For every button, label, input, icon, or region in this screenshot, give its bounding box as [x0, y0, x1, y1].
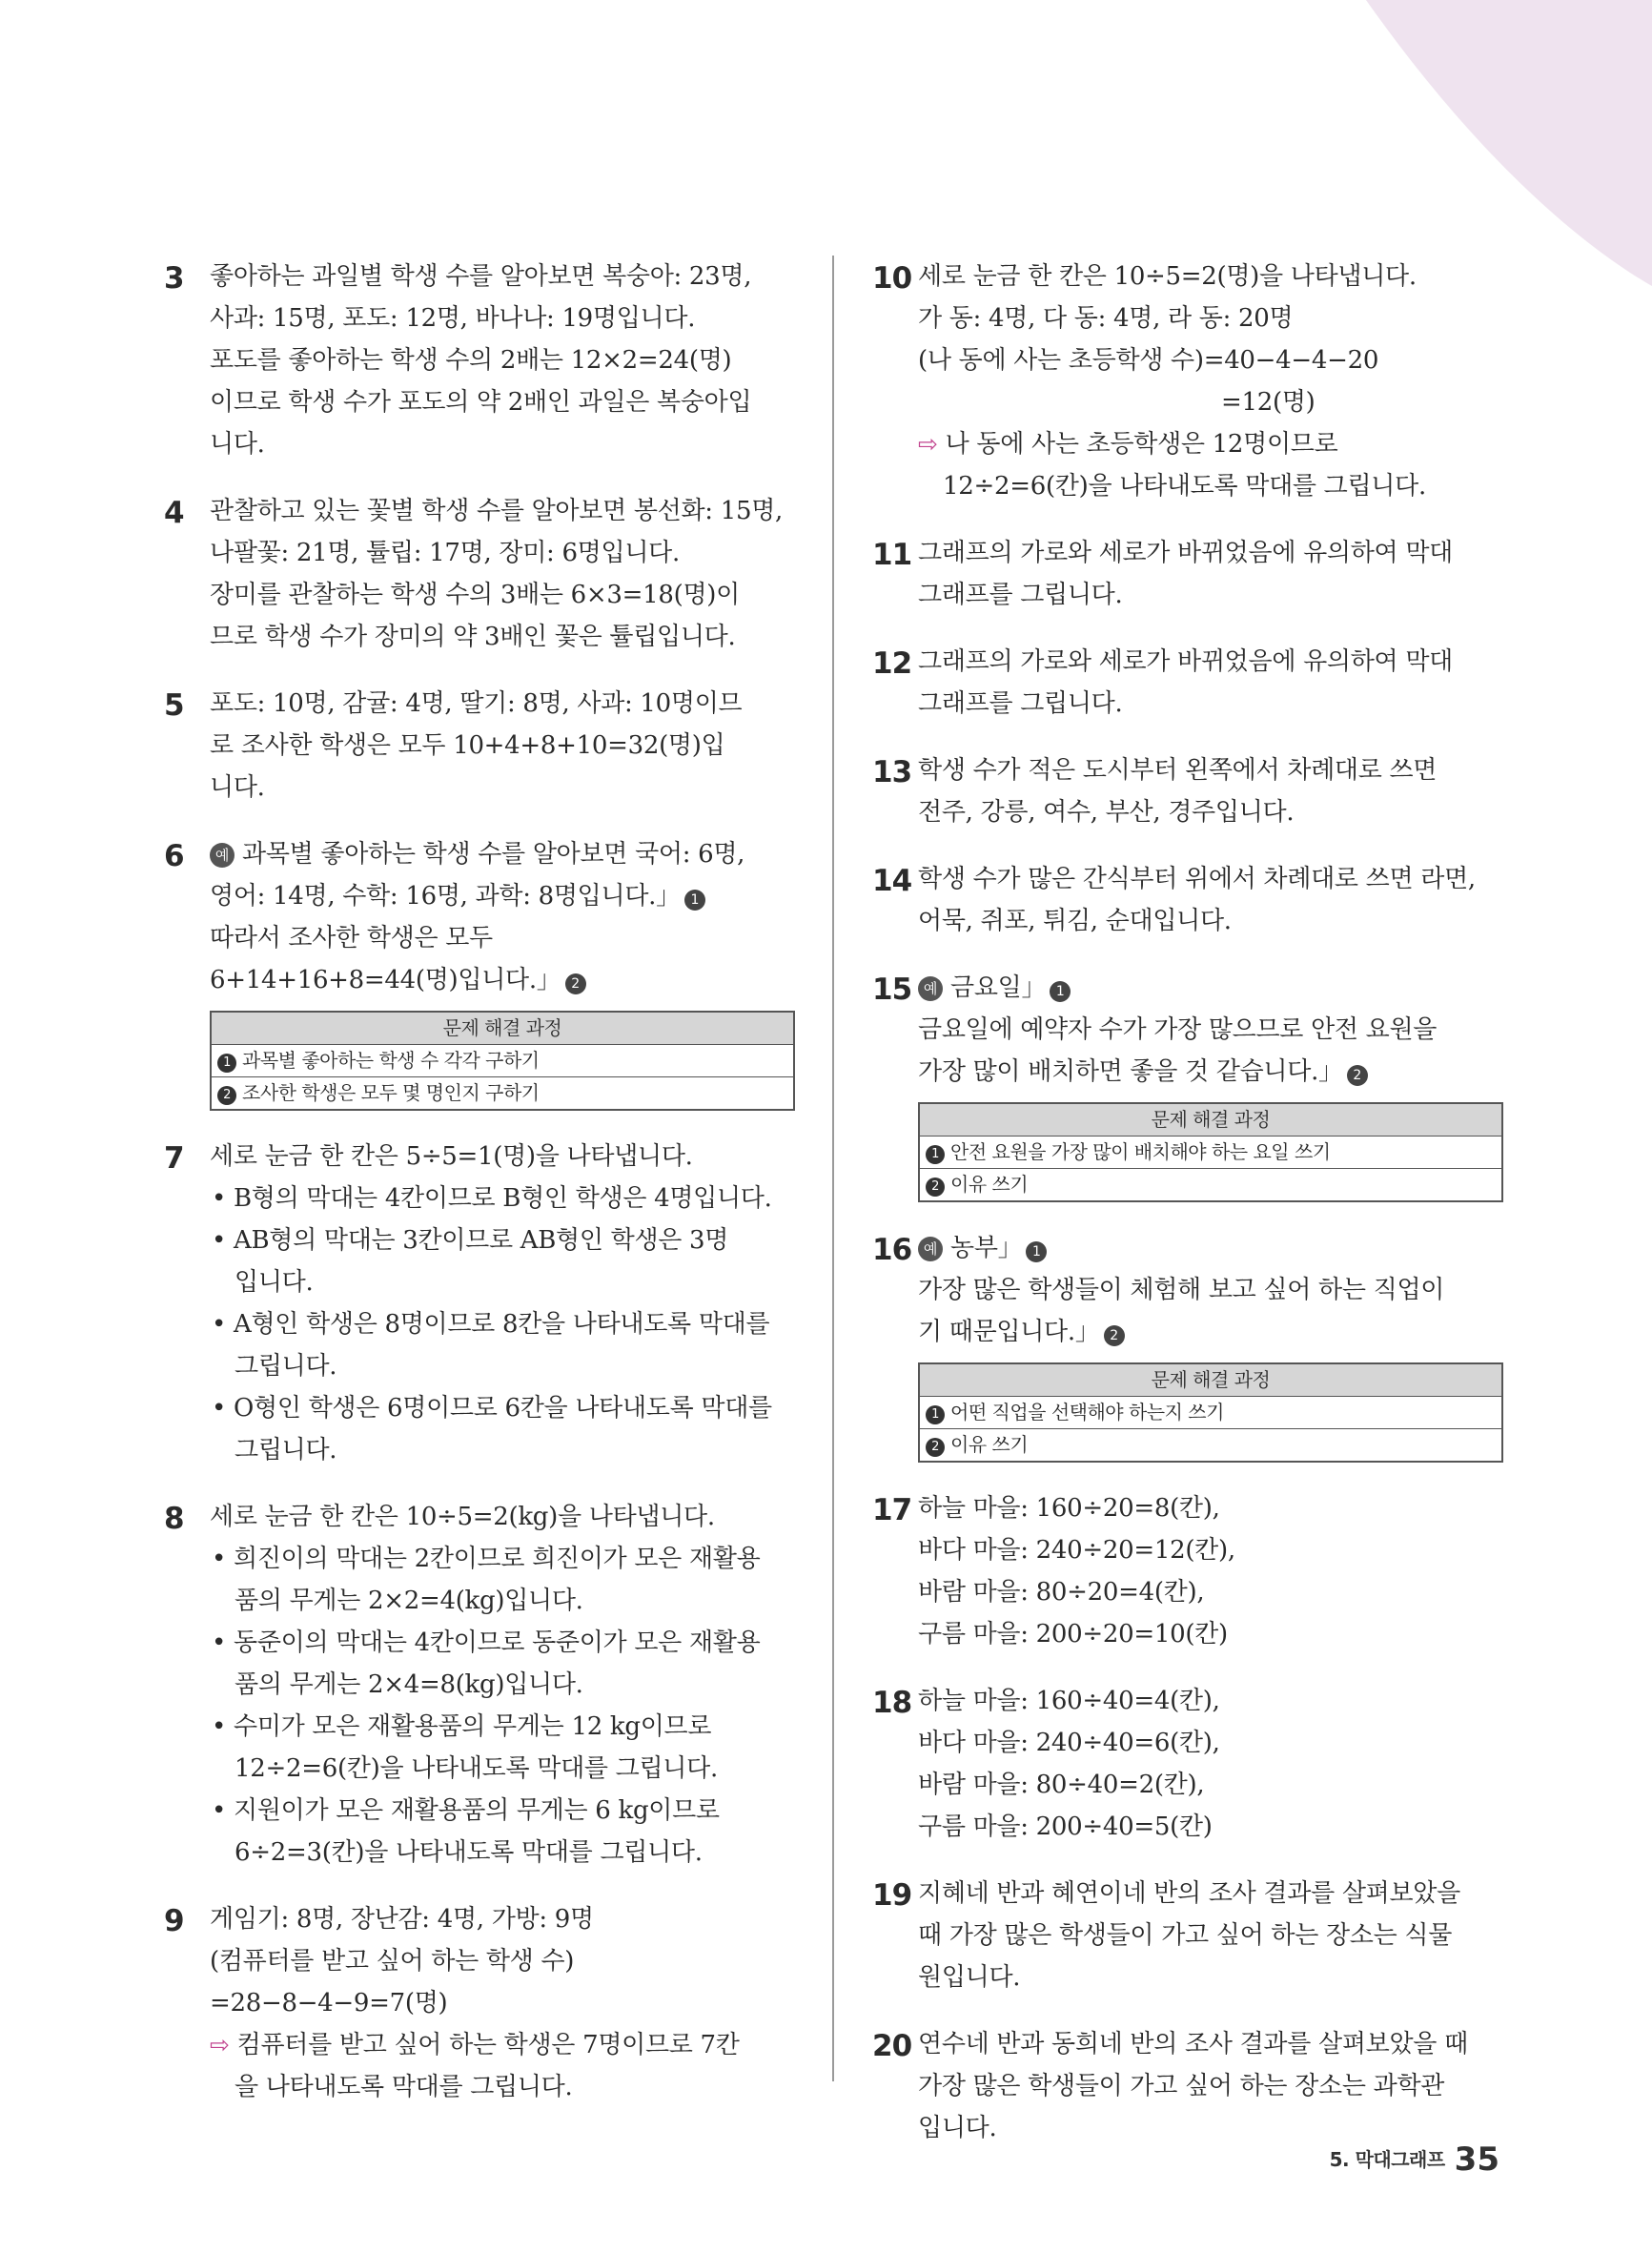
- text-line: 품의 무게는 2×4=8(kg)입니다.: [235, 1670, 583, 1699]
- row-text: 이유 쓰기: [950, 1173, 1029, 1196]
- text-line: 포도를 좋아하는 학생 수의 2배는 12×2=24(명): [210, 346, 732, 375]
- problem-number: 10: [872, 261, 912, 296]
- text-line: 바다 마을: 240÷20=12(칸),: [918, 1536, 1235, 1565]
- problem-number: 18: [872, 1686, 912, 1720]
- problem-number: 12: [872, 646, 912, 681]
- problem-18: [872, 1680, 1503, 1848]
- row-text: 이유 쓰기: [950, 1433, 1029, 1456]
- text-line: 사과: 15명, 포도: 12명, 바나나: 19명입니다.: [210, 304, 696, 333]
- right-column: [872, 256, 1503, 2174]
- problem-number: 19: [872, 1878, 912, 1913]
- text-line: 입니다.: [918, 2114, 997, 2142]
- text-line: =12(명): [1221, 388, 1315, 417]
- arrow-icon: ⇨: [918, 430, 938, 458]
- text-line: 12÷2=6(칸)을 나타내도록 막대를 그립니다.: [235, 1754, 718, 1783]
- bullet-line: • 동준이의 막대는 4칸이므로 동준이가 모은 재활용: [212, 1628, 761, 1657]
- example-badge-icon: 예: [918, 976, 943, 1001]
- text-line: [210, 875, 795, 917]
- text-line: 입니다.: [235, 1268, 314, 1297]
- bullet-line: • AB형의 막대는 3칸이므로 AB형인 학생은 3명: [212, 1226, 729, 1255]
- arrow-icon: ⇨: [210, 2031, 230, 2058]
- text-line: 연수네 반과 동희네 반의 조사 결과를 살펴보았을 때: [918, 2030, 1468, 2058]
- text-span: 6+14+16+8=44(명)입니다.」: [210, 966, 561, 994]
- process-table: [918, 1102, 1503, 1202]
- bullet-line: • A형인 학생은 8명이므로 8칸을 나타내도록 막대를: [212, 1310, 770, 1339]
- problem-7: [164, 1136, 795, 1471]
- text-span: 컴퓨터를 받고 싶어 하는 학생은 7명이므로 7칸: [236, 2031, 740, 2059]
- problem-number: 13: [872, 755, 912, 789]
- text-line: 장미를 관찰하는 학생 수의 3배는 6×3=18(명)이: [210, 581, 740, 609]
- text-line: 학생 수가 많은 간식부터 위에서 차례대로 쓰면 라면,: [918, 865, 1476, 893]
- text-line: 그래프의 가로와 세로가 바뀌었음에 유의하여 막대: [918, 647, 1453, 676]
- text-line: 므로 학생 수가 장미의 약 3배인 꽃은 튤립입니다.: [210, 623, 736, 651]
- problem-number: 15: [872, 973, 912, 1007]
- step-marker-icon: 1: [926, 1405, 945, 1424]
- problem-number: 7: [164, 1141, 184, 1176]
- text-line: 6÷2=3(칸)을 나타내도록 막대를 그립니다.: [235, 1838, 703, 1867]
- text-line: =28−8−4−9=7(명): [210, 1989, 448, 2017]
- problem-11: [872, 532, 1503, 616]
- text-span: 농부」: [950, 1234, 1023, 1262]
- row-text: 안전 요원을 가장 많이 배치해야 하는 요일 쓰기: [950, 1140, 1331, 1163]
- problem-16: [872, 1227, 1503, 1463]
- step-marker-icon: 1: [1050, 981, 1071, 1002]
- text-line: 품의 무게는 2×2=4(kg)입니다.: [235, 1587, 583, 1615]
- text-span: 영어: 14명, 수학: 16명, 과학: 8명입니다.」: [210, 882, 681, 911]
- process-table-header: 문제 해결 과정: [212, 1013, 793, 1045]
- corner-decoration: [1366, 0, 1652, 286]
- example-badge-icon: 예: [210, 843, 235, 868]
- text-line: 로 조사한 학생은 모두 10+4+8+10=32(명)입: [210, 731, 725, 760]
- problem-20: [872, 2023, 1503, 2149]
- text-span: 금요일」: [950, 973, 1047, 1002]
- problem-19: [872, 1873, 1503, 1998]
- text-line: 때 가장 많은 학생들이 가고 싶어 하는 장소는 식물: [918, 1921, 1453, 1950]
- bullet-line: • 지원이가 모은 재활용품의 무게는 6 kg이므로: [212, 1796, 720, 1825]
- problem-12: [872, 641, 1503, 725]
- text-line: [210, 833, 795, 875]
- process-table-row: [212, 1076, 793, 1109]
- problem-8: [164, 1496, 795, 1874]
- process-table: [918, 1362, 1503, 1463]
- text-line: 좋아하는 과일별 학생 수를 알아보면 복숭아: 23명,: [210, 262, 752, 291]
- problem-10: [872, 256, 1503, 507]
- text-line: [918, 967, 1503, 1009]
- text-line: 그래프를 그립니다.: [918, 581, 1123, 609]
- text-line: [210, 959, 795, 1001]
- step-marker-icon: 1: [684, 890, 705, 911]
- text-line: 그래프의 가로와 세로가 바뀌었음에 유의하여 막대: [918, 539, 1453, 567]
- text-line: 이므로 학생 수가 포도의 약 2배인 과일은 복숭아입: [210, 388, 752, 417]
- text-span: 가장 많이 배치하면 좋을 것 같습니다.」: [918, 1057, 1343, 1086]
- example-badge-icon: 예: [918, 1237, 943, 1261]
- problem-15: [872, 967, 1503, 1202]
- problem-4: [164, 490, 795, 658]
- text-line: 그립니다.: [235, 1436, 337, 1464]
- problem-number: 5: [164, 688, 184, 723]
- process-table-row: [212, 1045, 793, 1076]
- step-marker-icon: 2: [217, 1086, 236, 1105]
- bullet-line: • 희진이의 막대는 2칸이므로 희진이가 모은 재활용: [212, 1545, 761, 1573]
- text-line: 따라서 조사한 학생은 모두: [210, 924, 493, 952]
- text-line: [918, 423, 1503, 465]
- text-line: 가장 많은 학생들이 가고 싶어 하는 장소는 과학관: [918, 2072, 1445, 2100]
- problem-3: [164, 256, 795, 465]
- step-marker-icon: 2: [565, 973, 586, 994]
- process-table: [210, 1011, 795, 1111]
- text-line: [918, 1311, 1503, 1353]
- text-line: [918, 1051, 1503, 1093]
- problem-number: 4: [164, 496, 184, 530]
- step-marker-icon: 2: [1104, 1325, 1125, 1346]
- bullet-line: • B형의 막대는 4칸이므로 B형인 학생은 4명입니다.: [212, 1184, 772, 1213]
- problem-number: 16: [872, 1233, 912, 1267]
- problem-number: 20: [872, 2029, 912, 2063]
- text-line: 하늘 마을: 160÷20=8(칸),: [918, 1494, 1220, 1523]
- step-marker-icon: 1: [1026, 1241, 1047, 1262]
- text-line: 그립니다.: [235, 1352, 337, 1381]
- text-line: 바람 마을: 80÷20=4(칸),: [918, 1578, 1205, 1607]
- problem-number: 14: [872, 864, 912, 898]
- text-line: 구름 마을: 200÷20=10(칸): [918, 1620, 1228, 1649]
- step-marker-icon: 1: [926, 1145, 945, 1164]
- text-line: 12÷2=6(칸)을 나타내도록 막대를 그립니다.: [943, 472, 1426, 501]
- step-marker-icon: 2: [926, 1178, 945, 1197]
- text-line: 구름 마을: 200÷40=5(칸): [918, 1813, 1213, 1841]
- text-line: 하늘 마을: 160÷40=4(칸),: [918, 1687, 1220, 1715]
- problem-14: [872, 858, 1503, 942]
- page-number: 35: [1454, 2140, 1499, 2179]
- text-line: 게임기: 8명, 장난감: 4명, 가방: 9명: [210, 1905, 594, 1934]
- text-line: (컴퓨터를 받고 싶어 하는 학생 수): [210, 1947, 575, 1976]
- text-line: 학생 수가 적은 도시부터 왼쪽에서 차례대로 쓰면: [918, 756, 1438, 785]
- row-text: 과목별 좋아하는 학생 수 각각 구하기: [242, 1049, 540, 1072]
- process-table-row: [920, 1168, 1501, 1200]
- problem-13: [872, 749, 1503, 833]
- text-line: (나 동에 사는 초등학생 수)=40−4−4−20: [918, 346, 1379, 375]
- text-span: 기 때문입니다.」: [918, 1318, 1100, 1346]
- text-line: 어묵, 쥐포, 튀김, 순대입니다.: [918, 907, 1232, 935]
- problem-number: 6: [164, 839, 184, 873]
- text-line: 가장 많은 학생들이 체험해 보고 싶어 하는 직업이: [918, 1276, 1445, 1304]
- bullet-line: • 수미가 모은 재활용품의 무게는 12 kg이므로: [212, 1712, 712, 1741]
- problem-5: [164, 683, 795, 809]
- step-marker-icon: 1: [217, 1054, 236, 1073]
- problem-number: 3: [164, 261, 184, 296]
- problem-number: 9: [164, 1904, 184, 1938]
- problem-number: 11: [872, 538, 912, 572]
- chapter-label: 5. 막대그래프: [1329, 2148, 1445, 2171]
- text-line: 세로 눈금 한 칸은 10÷5=2(명)을 나타냅니다.: [918, 262, 1417, 291]
- text-line: 바다 마을: 240÷40=6(칸),: [918, 1729, 1220, 1757]
- text-line: [210, 2024, 795, 2066]
- process-table-header: 문제 해결 과정: [920, 1364, 1501, 1397]
- process-table-row: [920, 1137, 1501, 1168]
- text-line: 관찰하고 있는 꽃별 학생 수를 알아보면 봉선화: 15명,: [210, 497, 783, 525]
- column-divider: [832, 256, 834, 2081]
- text-line: 전주, 강릉, 여수, 부산, 경주입니다.: [918, 798, 1295, 827]
- text-line: 가 동: 4명, 다 동: 4명, 라 동: 20명: [918, 304, 1294, 333]
- left-column: [164, 256, 795, 2133]
- text-line: 세로 눈금 한 칸은 10÷5=2(kg)을 나타냅니다.: [210, 1503, 715, 1531]
- problem-17: [872, 1487, 1503, 1655]
- page-footer: [1330, 2140, 1499, 2179]
- step-marker-icon: 2: [1347, 1065, 1368, 1086]
- problem-number: 8: [164, 1502, 184, 1536]
- problem-6: [164, 833, 795, 1111]
- text-line: 니다.: [210, 773, 265, 802]
- text-line: 원입니다.: [918, 1963, 1021, 1992]
- step-marker-icon: 2: [926, 1438, 945, 1457]
- text-line: 나팔꽃: 21명, 튤립: 17명, 장미: 6명입니다.: [210, 539, 680, 567]
- text-span: 과목별 좋아하는 학생 수를 알아보면 국어: 6명,: [242, 840, 745, 869]
- row-text: 조사한 학생은 모두 몇 명인지 구하기: [242, 1081, 540, 1104]
- row-text: 어떤 직업을 선택해야 하는지 쓰기: [950, 1401, 1224, 1423]
- process-table-row: [920, 1428, 1501, 1461]
- process-table-row: [920, 1397, 1501, 1428]
- bullet-line: • O형인 학생은 6명이므로 6칸을 나타내도록 막대를: [212, 1394, 772, 1423]
- text-line: 그래프를 그립니다.: [918, 689, 1123, 718]
- text-line: 지혜네 반과 혜연이네 반의 조사 결과를 살펴보았을: [918, 1879, 1460, 1908]
- text-line: 바람 마을: 80÷40=2(칸),: [918, 1771, 1205, 1799]
- problem-number: 17: [872, 1493, 912, 1527]
- process-table-header: 문제 해결 과정: [920, 1104, 1501, 1137]
- text-line: [918, 1227, 1503, 1269]
- text-span: 나 동에 사는 초등학생은 12명이므로: [945, 430, 1338, 459]
- problem-9: [164, 1898, 795, 2108]
- text-line: 을 나타내도록 막대를 그립니다.: [235, 2073, 573, 2101]
- text-line: 세로 눈금 한 칸은 5÷5=1(명)을 나타냅니다.: [210, 1142, 693, 1171]
- text-line: 금요일에 예약자 수가 가장 많으므로 안전 요원을: [918, 1015, 1438, 1044]
- text-line: 포도: 10명, 감귤: 4명, 딸기: 8명, 사과: 10명이므: [210, 689, 743, 718]
- text-line: 니다.: [210, 430, 265, 459]
